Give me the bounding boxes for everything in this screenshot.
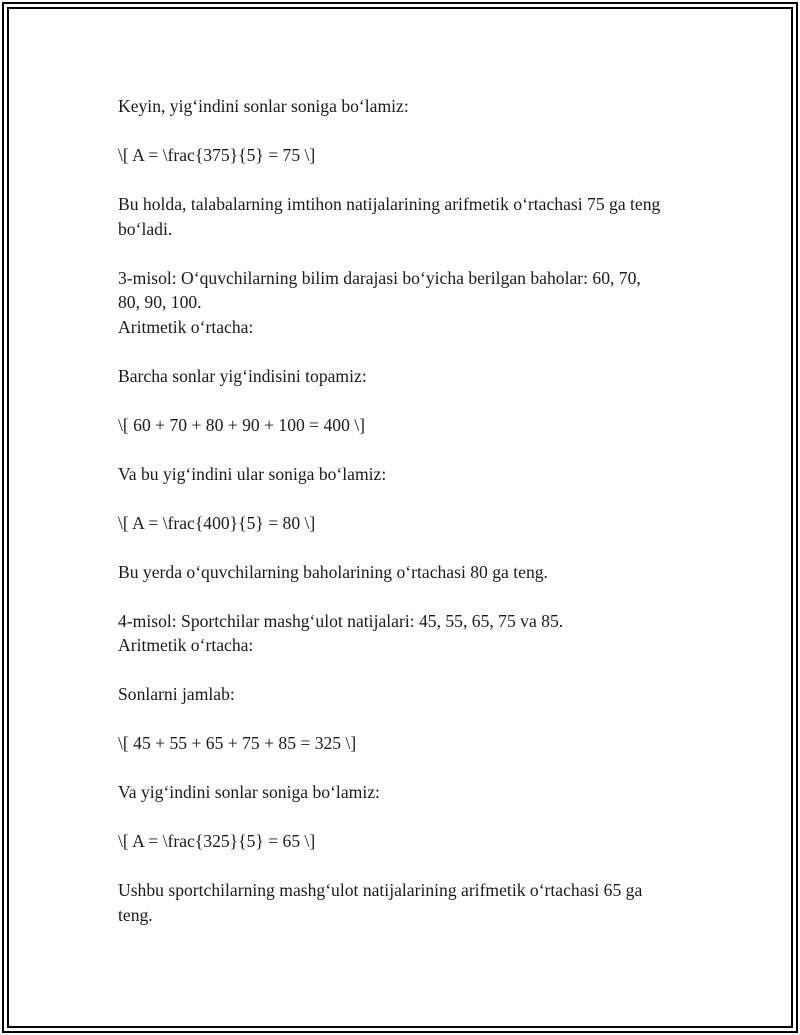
formula-sum-325 (118, 731, 698, 756)
formula-line: \[ A = \frac{325}{5} = 65 \] (118, 831, 316, 851)
text-line: Aritmetik o‘rtacha: (118, 316, 254, 337)
formula-line: \[ A = \frac{400}{5} = 80 \] (118, 512, 316, 533)
text-line: Bu holda, talabalarning imtihon natijalarining arifmetik o‘rtachasi 75 ga teng (118, 194, 661, 214)
text-line: Aritmetik o‘rtacha: (118, 635, 254, 655)
text-line: Barcha sonlar yig‘indisini topamiz: (118, 365, 367, 386)
paragraph-result-75 (118, 192, 698, 241)
paragraph-result-80 (118, 560, 698, 585)
text-line: Va yig‘indini sonlar soniga bo‘lamiz: (118, 782, 380, 802)
paragraph-sum-numbers (118, 682, 698, 707)
formula-sum-400 (118, 413, 698, 438)
formula-line: \[ 45 + 55 + 65 + 75 + 85 = 325 \] (118, 733, 357, 753)
formula-line: \[ 60 + 70 + 80 + 90 + 100 = 400 \] (118, 414, 366, 435)
paragraph-divide-intro (118, 94, 698, 119)
paragraph-example-3 (118, 266, 698, 340)
text-line: Bu yerda o‘quvchilarning baholarining o‘rtachasi 80 ga teng. (118, 561, 548, 582)
paragraph-example-4 (118, 609, 698, 658)
formula-mean-375 (118, 143, 698, 168)
text-line: bo‘ladi. (118, 218, 173, 239)
formula-line: \[ A = \frac{375}{5} = 75 \] (118, 145, 316, 165)
text-line: Va bu yig‘indini ular soniga bo‘lamiz: (118, 463, 387, 484)
formula-mean-325 (118, 829, 698, 854)
text-line: Sonlarni jamlab: (118, 684, 235, 704)
paragraph-find-sum (118, 364, 698, 389)
text-line: 4-misol: Sportchilar mashg‘ulot natijalari: 45, 55, 65, 75 va 85. (118, 610, 564, 631)
formula-mean-400 (118, 511, 698, 536)
paragraph-divide-count (118, 462, 698, 487)
text-line: Ushbu sportchilarning mashg‘ulot natijalarining arifmetik o‘rtachasi 65 ga (118, 880, 643, 900)
paragraph-divide-sum (118, 780, 698, 805)
document-body (118, 94, 698, 927)
text-line: teng. (118, 904, 153, 925)
paragraph-result-65 (118, 878, 698, 927)
text-line: 80, 90, 100. (118, 292, 202, 312)
text-line: Keyin, yig‘indini sonlar soniga bo‘lamiz: (118, 96, 409, 116)
text-line: 3-misol: O‘quvchilarning bilim darajasi bo‘yicha berilgan baholar: 60, 70, (118, 267, 641, 288)
